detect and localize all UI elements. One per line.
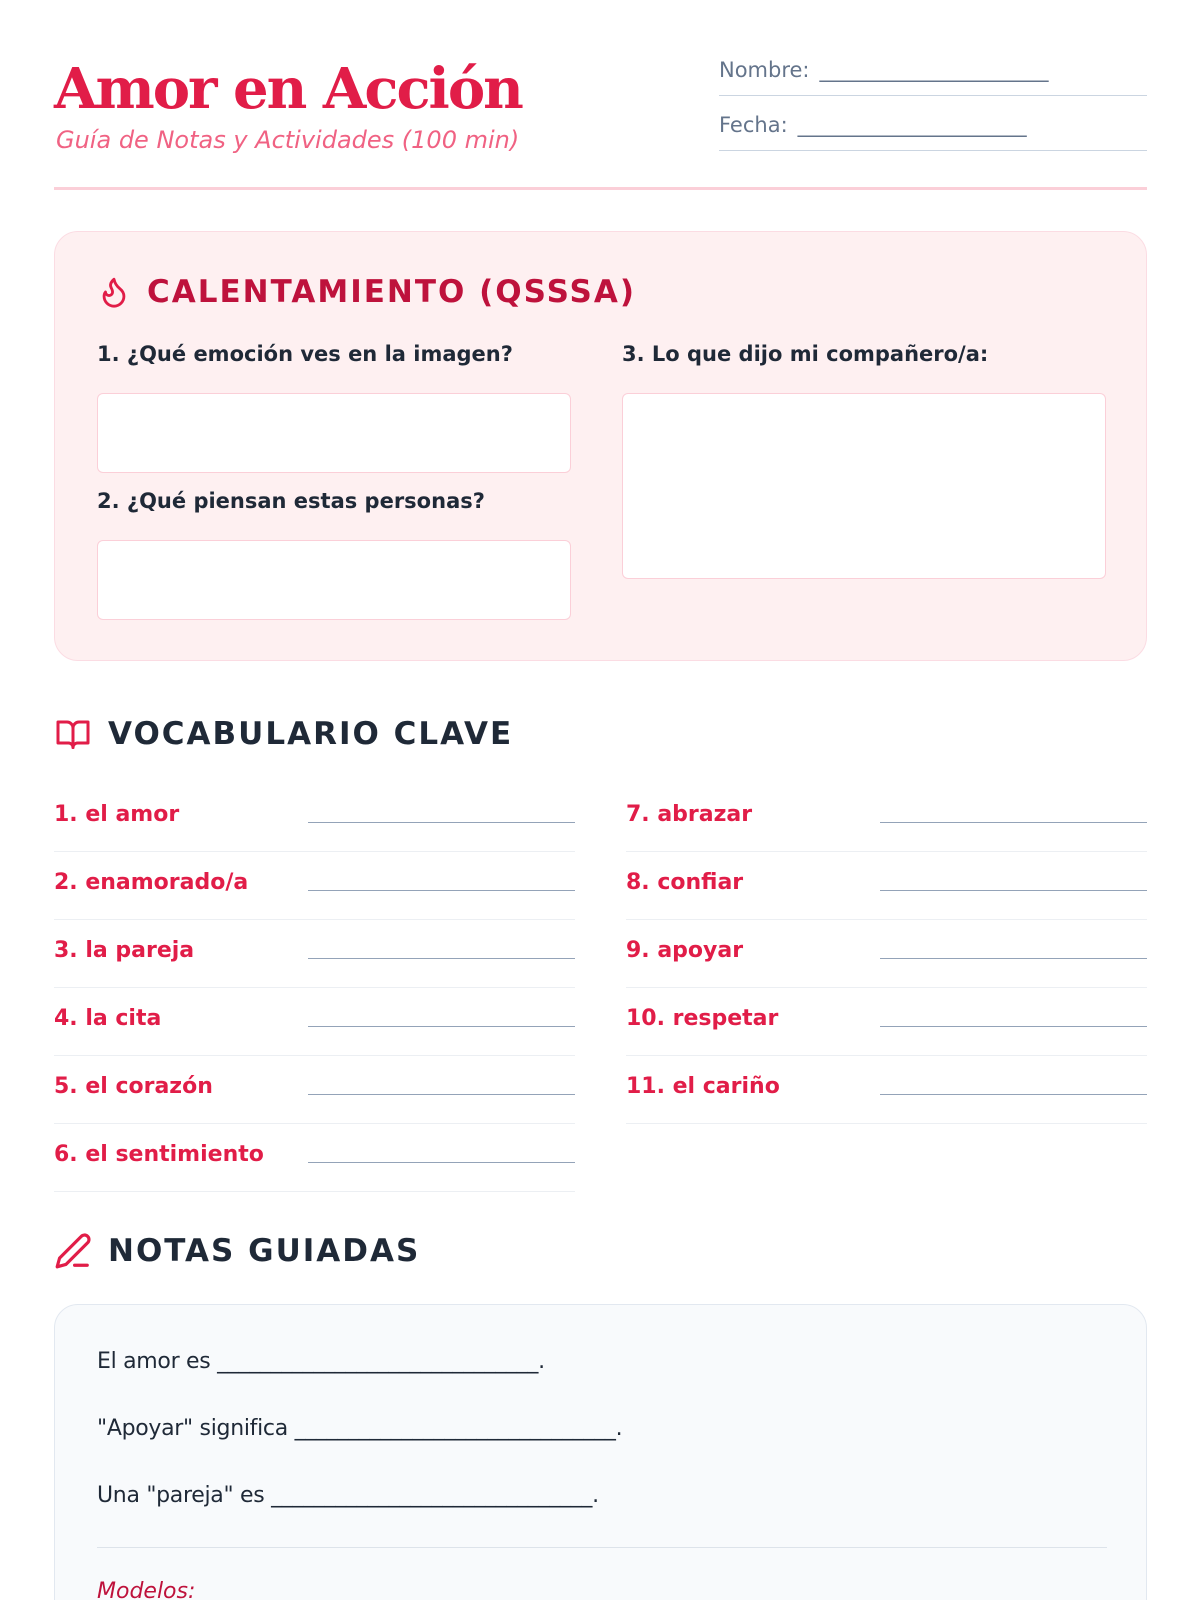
- vocab-word: 10. respetar: [626, 1006, 779, 1031]
- header: [54, 56, 1147, 190]
- vocab-item: [54, 852, 575, 920]
- note-sentence: "Apoyar" significa ______________________________.: [97, 1416, 623, 1441]
- warmup-question-1: 1. ¿Qué emoción ves en la imagen?: [97, 342, 513, 366]
- notes-divider: [97, 1547, 1107, 1548]
- vocab-item: [626, 852, 1147, 920]
- vocab-word: 2. enamorado/a: [54, 870, 249, 895]
- vocab-word: 11. el cariño: [626, 1074, 780, 1099]
- vocab-item: [54, 784, 575, 852]
- name-field[interactable]: [719, 56, 1147, 96]
- warmup-title-text: CALENTAMIENTO (QSSSA): [147, 274, 637, 310]
- note-sentence: Una "pareja" es ______________________________.: [97, 1483, 599, 1508]
- name-label: Nombre:: [719, 58, 810, 82]
- name-blank: ________________________: [819, 58, 1048, 82]
- vocab-word: 9. apoyar: [626, 938, 744, 963]
- page-subtitle: Guía de Notas y Actividades (100 min): [56, 126, 520, 154]
- notes-title-text: NOTAS GUIADAS: [108, 1233, 421, 1269]
- book-icon: [54, 716, 92, 752]
- vocab-item: [626, 784, 1147, 852]
- vocab-blank[interactable]: [308, 958, 575, 959]
- pencil-icon: [54, 1232, 92, 1270]
- flame-icon: [97, 274, 131, 310]
- warmup-question-2: 2. ¿Qué piensan estas personas?: [97, 489, 485, 513]
- vocab-word: 3. la pareja: [54, 938, 195, 963]
- vocab-blank[interactable]: [880, 822, 1147, 823]
- note-sentence: El amor es ______________________________.: [97, 1349, 545, 1374]
- vocab-blank[interactable]: [880, 1094, 1147, 1095]
- vocab-blank[interactable]: [308, 1026, 575, 1027]
- guided-notes-box: [54, 1304, 1147, 1600]
- warmup-section: [54, 231, 1147, 661]
- vocab-item: [626, 988, 1147, 1056]
- vocabulary-title-text: VOCABULARIO CLAVE: [108, 716, 514, 752]
- vocab-item: [54, 1056, 575, 1124]
- warmup-answer-1[interactable]: [97, 393, 571, 473]
- vocab-blank[interactable]: [308, 822, 575, 823]
- page-title: Amor en Acción: [54, 56, 522, 122]
- vocab-word: 1. el amor: [54, 802, 180, 827]
- warmup-answer-3[interactable]: [622, 393, 1106, 579]
- vocab-blank[interactable]: [308, 1162, 575, 1163]
- vocab-word: 8. confiar: [626, 870, 744, 895]
- vocab-blank[interactable]: [308, 890, 575, 891]
- vocab-word: 6. el sentimiento: [54, 1142, 264, 1167]
- worksheet-page: [54, 0, 1147, 1600]
- date-field[interactable]: [719, 111, 1147, 151]
- vocab-word: 7. abrazar: [626, 802, 753, 827]
- notes-title: [54, 1232, 420, 1270]
- vocab-word: 5. el corazón: [54, 1074, 213, 1099]
- date-blank: ________________________: [797, 113, 1026, 137]
- models-label: Modelos:: [97, 1579, 196, 1600]
- date-label: Fecha:: [719, 113, 788, 137]
- vocab-blank[interactable]: [880, 958, 1147, 959]
- vocab-item: [54, 920, 575, 988]
- vocab-item: [626, 1056, 1147, 1124]
- vocab-item: [626, 920, 1147, 988]
- vocab-blank[interactable]: [308, 1094, 575, 1095]
- vocab-blank[interactable]: [880, 1026, 1147, 1027]
- vocabulary-title: [54, 716, 513, 752]
- warmup-question-3: 3. Lo que dijo mi compañero/a:: [622, 342, 989, 366]
- vocab-item: [54, 988, 575, 1056]
- warmup-title: [97, 274, 636, 310]
- vocab-blank[interactable]: [880, 890, 1147, 891]
- vocab-item: [54, 1124, 575, 1192]
- warmup-answer-2[interactable]: [97, 540, 571, 620]
- vocab-word: 4. la cita: [54, 1006, 162, 1031]
